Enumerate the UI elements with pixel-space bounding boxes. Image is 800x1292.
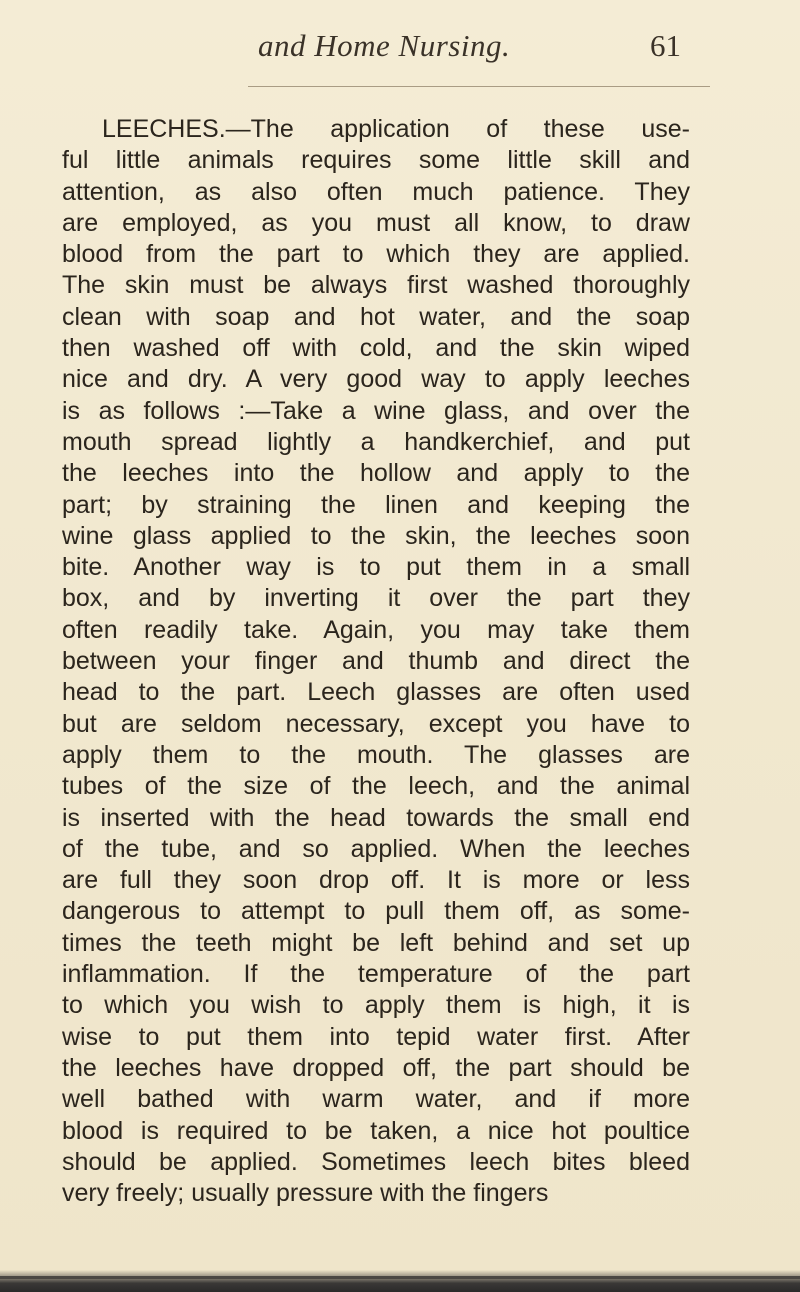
text-line: well bathed with warm water, and if more [62, 1085, 690, 1114]
text-line: wise to put them into tepid water first. After [62, 1022, 690, 1051]
text-line: bite. Another way is to put them in a small [62, 553, 690, 582]
text-line: inflammation. If the temperature of the part [62, 960, 690, 989]
text-line: is as follows :—Take a wine glass, and over the [62, 396, 690, 425]
page-number: 61 [650, 28, 681, 63]
text-line: very freely; usually pressure with the fingers [62, 1179, 549, 1208]
header-rule [248, 86, 710, 87]
text-line: part; by straining the linen and keeping the [62, 490, 690, 519]
text-line: head to the part. Leech glasses are often used [62, 678, 690, 707]
text-line: then washed off with cold, and the skin wiped [62, 334, 690, 363]
text-line: ful little animals requires some little skill and [62, 146, 690, 175]
text-line: attention, as also often much patience. They [62, 177, 690, 206]
text-line: The skin must be always first washed thoroughly [62, 271, 690, 300]
body-paragraph [62, 114, 690, 1209]
running-head [0, 28, 800, 68]
text-line: apply them to the mouth. The glasses are [62, 740, 690, 769]
text-line: are full they soon drop off. It is more or less [62, 866, 690, 895]
text-line: clean with soap and hot water, and the soap [62, 302, 690, 331]
text-line: are employed, as you must all know, to draw [62, 208, 690, 237]
text-line: blood is required to be taken, a nice hot poultice [62, 1116, 690, 1145]
text-line: mouth spread lightly a handkerchief, and put [62, 427, 690, 456]
text-line: the leeches have dropped off, the part should be [62, 1053, 690, 1082]
page-bottom-edge [0, 1270, 800, 1292]
text-line: is inserted with the head towards the small end [62, 803, 690, 832]
text-line: of the tube, and so applied. When the leeches [62, 834, 690, 863]
text-line: blood from the part to which they are applied. [62, 240, 690, 269]
text-line: often readily take. Again, you may take them [62, 615, 690, 644]
page-edge-shadow [0, 1276, 800, 1279]
running-title: and Home Nursing. [258, 28, 511, 63]
text-line: the leeches into the hollow and apply to the [62, 459, 690, 488]
text-line: nice and dry. A very good way to apply leeches [62, 365, 690, 394]
text-line: times the teeth might be left behind and set up [62, 928, 690, 957]
text-line: wine glass applied to the skin, the leeches soon [62, 521, 690, 550]
text-line: to which you wish to apply them is high, it is [62, 991, 690, 1020]
text-line: dangerous to attempt to pull them off, as some- [62, 897, 690, 926]
text-line: but are seldom necessary, except you have to [62, 709, 690, 738]
text-line: box, and by inverting it over the part they [62, 584, 690, 613]
text-line: tubes of the size of the leech, and the animal [62, 772, 690, 801]
text-line: should be applied. Sometimes leech bites bleed [62, 1147, 690, 1176]
text-line: LEECHES.—The application of these use- [102, 115, 690, 143]
text-line: between your finger and thumb and direct the [62, 647, 690, 676]
